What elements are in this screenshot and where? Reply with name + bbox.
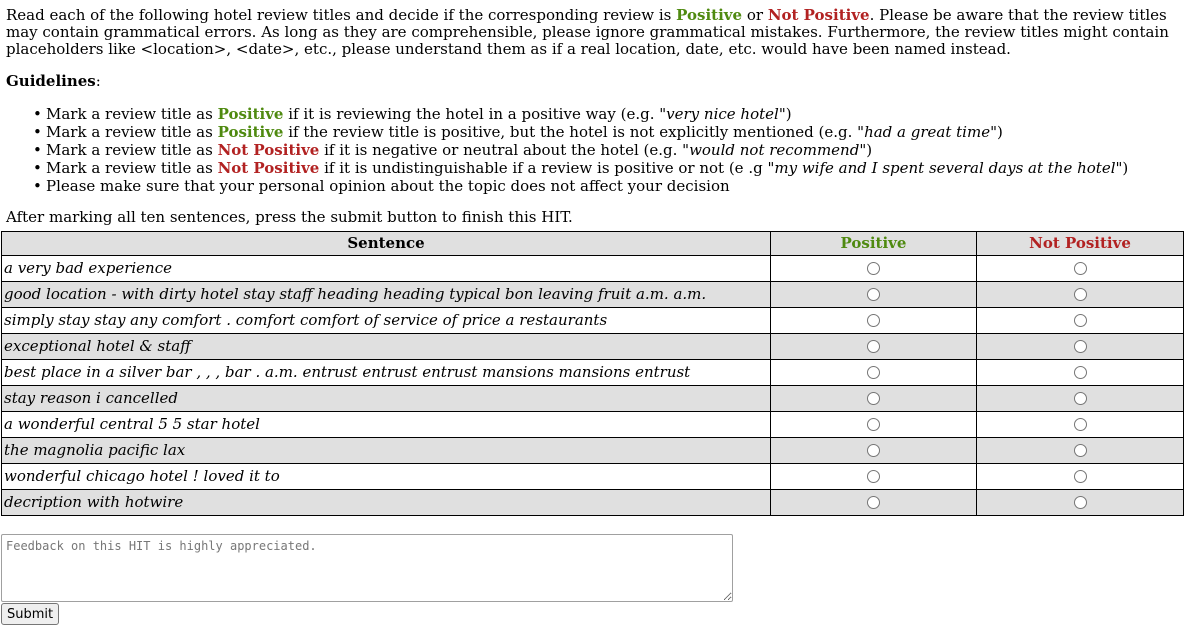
review-rows <box>2 256 1184 516</box>
header-not-positive: Not Positive <box>977 232 1184 256</box>
positive-radio[interactable] <box>867 340 880 353</box>
positive-radio[interactable] <box>867 496 880 509</box>
positive-radio[interactable] <box>867 314 880 327</box>
review-sentence: a very bad experience <box>2 256 771 282</box>
guideline-prefix: Mark a review title as <box>46 159 218 177</box>
guideline-label: Not Positive <box>217 141 320 159</box>
intro-or-text: or <box>742 6 768 24</box>
intro-text-1: Read each of the following hotel review titles and decide if the corresponding review is <box>6 6 677 24</box>
positive-cell <box>771 334 977 360</box>
guideline-middle: if it is reviewing the hotel in a positive way (e.g. " <box>283 105 667 123</box>
review-sentence: simply stay stay any comfort . comfort comfort of service of price a restaurants <box>2 308 771 334</box>
not-positive-radio[interactable] <box>1074 288 1087 301</box>
guideline-middle: if it is undistinguishable if a review is positive or not (e .g " <box>319 159 775 177</box>
positive-cell <box>771 412 977 438</box>
review-table <box>1 231 1184 516</box>
positive-cell <box>771 438 977 464</box>
table-row <box>2 308 1184 334</box>
not-positive-cell <box>977 464 1184 490</box>
review-sentence: good location - with dirty hotel stay staff heading heading typical bon leaving fruit a.m. a.m. <box>2 282 771 308</box>
positive-cell <box>771 360 977 386</box>
review-sentence: stay reason i cancelled <box>2 386 771 412</box>
intro-paragraph <box>6 7 1190 58</box>
review-sentence: wonderful chicago hotel ! loved it to <box>2 464 771 490</box>
guidelines-heading <box>6 73 1190 90</box>
feedback-textarea[interactable] <box>1 534 733 602</box>
positive-cell <box>771 386 977 412</box>
not-positive-cell <box>977 334 1184 360</box>
header-sentence: Sentence <box>2 232 771 256</box>
guideline-item <box>46 141 1190 159</box>
not-positive-cell <box>977 308 1184 334</box>
review-sentence: the magnolia pacific lax <box>2 438 771 464</box>
positive-cell <box>771 282 977 308</box>
guideline-example: my wife and I spent several days at the hotel <box>774 159 1116 177</box>
guideline-suffix: ") <box>1115 159 1129 177</box>
guideline-item <box>46 105 1190 123</box>
not-positive-cell <box>977 490 1184 516</box>
not-positive-radio[interactable] <box>1074 418 1087 431</box>
not-positive-radio[interactable] <box>1074 340 1087 353</box>
guideline-example: would not recommend <box>689 141 860 159</box>
guideline-label: Positive <box>217 123 284 141</box>
instructions-section <box>6 7 1190 226</box>
positive-radio[interactable] <box>867 366 880 379</box>
submit-button[interactable]: Submit <box>1 603 59 625</box>
final-note: After marking all ten sentences, press the submit button to finish this HIT. <box>6 208 573 226</box>
table-row <box>2 438 1184 464</box>
table-row <box>2 334 1184 360</box>
guideline-item <box>46 159 1190 177</box>
positive-radio[interactable] <box>867 418 880 431</box>
guideline-prefix: Mark a review title as <box>46 141 218 159</box>
not-positive-radio[interactable] <box>1074 496 1087 509</box>
not-positive-cell <box>977 360 1184 386</box>
guideline-prefix: Mark a review title as <box>46 123 218 141</box>
guideline-suffix: ") <box>778 105 792 123</box>
not-positive-cell <box>977 412 1184 438</box>
positive-radio[interactable] <box>867 262 880 275</box>
guideline-prefix: Please make sure that your personal opinion about the topic does not affect your decision <box>46 177 730 195</box>
review-sentence: a wonderful central 5 5 star hotel <box>2 412 771 438</box>
not-positive-radio[interactable] <box>1074 470 1087 483</box>
review-sentence: exceptional hotel & staff <box>2 334 771 360</box>
guideline-example: very nice hotel <box>666 105 779 123</box>
guideline-suffix: ") <box>859 141 873 159</box>
not-positive-cell <box>977 256 1184 282</box>
intro-text-2: . Please be aware that the review titles may contain grammatical errors. As long as they are comprehensible, please ignore grammatical mistakes. Furthermore, the review titles might contain placeholders like <location>, <date>, etc., please understand them as if a real location, date, etc. would have been named instead. <box>6 6 1169 58</box>
guideline-middle: if it is negative or neutral about the hotel (e.g. " <box>319 141 690 159</box>
not-positive-cell <box>977 282 1184 308</box>
guideline-item <box>46 177 1190 195</box>
table-row <box>2 490 1184 516</box>
table-row <box>2 464 1184 490</box>
guideline-middle: if the review title is positive, but the hotel is not explicitly mentioned (e.g. " <box>283 123 865 141</box>
positive-cell <box>771 308 977 334</box>
positive-radio[interactable] <box>867 288 880 301</box>
table-row <box>2 256 1184 282</box>
guideline-suffix: ") <box>990 123 1003 141</box>
table-row <box>2 412 1184 438</box>
not-positive-radio[interactable] <box>1074 392 1087 405</box>
not-positive-radio[interactable] <box>1074 314 1087 327</box>
guideline-prefix: Mark a review title as <box>46 105 218 123</box>
table-row <box>2 282 1184 308</box>
positive-radio[interactable] <box>867 470 880 483</box>
not-positive-radio[interactable] <box>1074 366 1087 379</box>
review-sentence: decription with hotwire <box>2 490 771 516</box>
intro-not-positive-label: Not Positive <box>767 6 870 24</box>
positive-cell <box>771 256 977 282</box>
positive-cell <box>771 490 977 516</box>
guidelines-colon: : <box>95 72 101 90</box>
header-positive: Positive <box>771 232 977 256</box>
table-header-row <box>2 232 1184 256</box>
guideline-item <box>46 123 1190 141</box>
not-positive-cell <box>977 386 1184 412</box>
guideline-label: Not Positive <box>217 159 320 177</box>
guideline-label: Positive <box>217 105 284 123</box>
positive-radio[interactable] <box>867 444 880 457</box>
guidelines-list <box>6 105 1190 195</box>
not-positive-radio[interactable] <box>1074 444 1087 457</box>
positive-cell <box>771 464 977 490</box>
not-positive-cell <box>977 438 1184 464</box>
not-positive-radio[interactable] <box>1074 262 1087 275</box>
positive-radio[interactable] <box>867 392 880 405</box>
table-row <box>2 386 1184 412</box>
guideline-example: had a great time <box>864 123 991 141</box>
table-row <box>2 360 1184 386</box>
review-sentence: best place in a silver bar , , , bar . a.m. entrust entrust entrust mansions mansions entrust <box>2 360 771 386</box>
intro-positive-label: Positive <box>676 6 743 24</box>
guidelines-heading-text: Guidelines <box>6 72 96 90</box>
